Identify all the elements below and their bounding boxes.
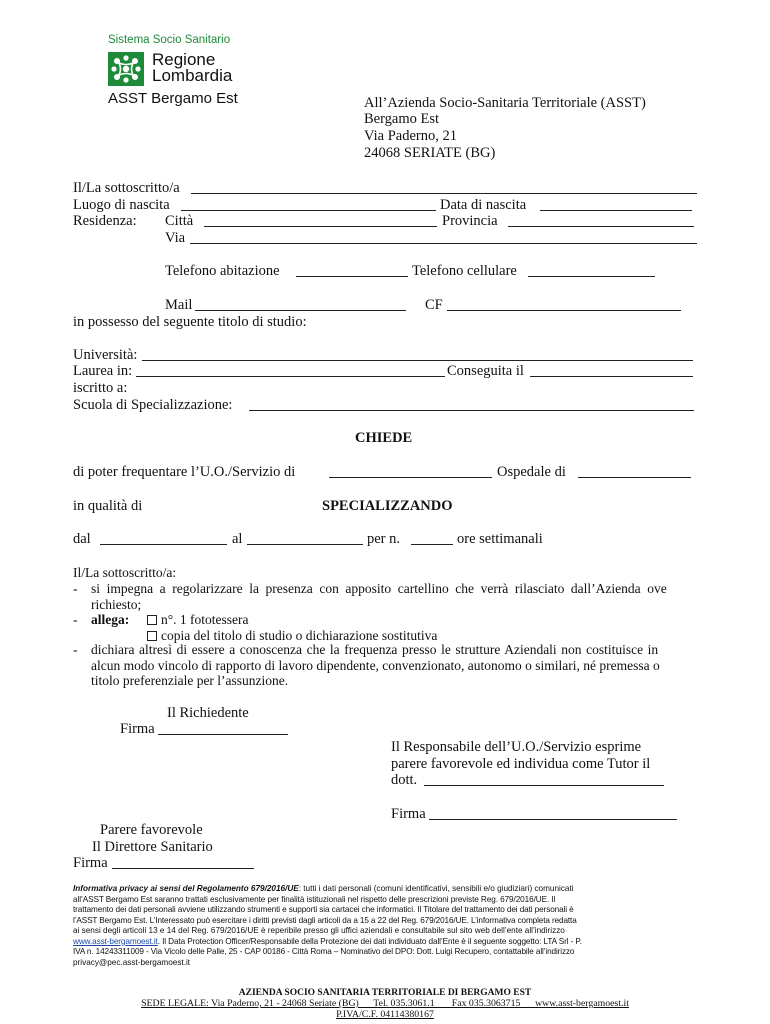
declaration-item-1b: richiesto;	[91, 597, 142, 612]
richiedente-firma-label: Firma	[120, 721, 155, 737]
responsabile-firma-field[interactable]	[429, 806, 677, 820]
privacy-heading: Informativa privacy ai sensi del Regolamento 679/2016/UE	[73, 884, 299, 893]
privacy-line-4: l’ASST Bergamo Est. L’Interessato può esercitare i diritti previsti dagli articoli da a 15 a 22 del Reg. 679/2016/UE. L’informativa completa redatta	[73, 915, 577, 925]
declaration-item-3c: titolo preferenziale per l’assunzione.	[91, 673, 289, 688]
fototessera-label: n°. 1 fototessera	[161, 612, 249, 627]
al-label: al	[232, 531, 243, 547]
luogo-nascita-field[interactable]	[181, 197, 436, 211]
specializzando-label: SPECIALIZZANDO	[322, 498, 453, 514]
residenza-label: Residenza:	[73, 213, 137, 229]
conseguita-label: Conseguita il	[447, 363, 524, 379]
copia-label: copia del titolo di studio o dichiarazione sostitutiva	[161, 628, 438, 643]
bullet-3: -	[73, 642, 78, 657]
tel-cellulare-label: Telefono cellulare	[412, 263, 517, 279]
scuola-label: Scuola di Specializzazione:	[73, 397, 233, 413]
website-link[interactable]: www.asst-bergamoest.it	[73, 936, 158, 946]
declaration-item-1a: si impegna a regolarizzare la presenza con apposito cartellino che verrà rilasciato dall’Azienda ove	[91, 581, 667, 596]
recipient-line-2: Bergamo Est	[364, 111, 440, 127]
qualita-label: in qualità di	[73, 498, 143, 514]
ore-label: ore settimanali	[457, 531, 543, 547]
fototessera-checkbox[interactable]	[147, 615, 157, 625]
direttore-firma-label: Firma	[73, 855, 108, 871]
tel-abitazione-label: Telefono abitazione	[165, 263, 280, 279]
footer-vat: P.IVA/C.F. 04114380167	[336, 1009, 434, 1020]
responsabile-line-1: Il Responsabile dell’U.O./Servizio esprime	[391, 739, 642, 755]
via-label: Via	[165, 230, 186, 246]
laurea-field[interactable]	[136, 363, 445, 377]
declaration-item-3b: alcun modo vincolo di rapporto di lavoro dipendente, convenzionato, autonomo o similari, né premessa o	[91, 658, 660, 673]
footer-address: SEDE LEGALE: Via Paderno, 21 - 24068 Seriate (BG) Tel. 035.3061.1 Fax 035.3063715 www.asst-bergamoest.it	[141, 998, 629, 1009]
scuola-field[interactable]	[249, 397, 694, 411]
system-label: Sistema Socio Sanitario	[108, 34, 231, 46]
dal-label: dal	[73, 531, 91, 547]
region-name-2: Lombardia	[152, 66, 233, 85]
copia-checkbox[interactable]	[147, 631, 157, 641]
privacy-line-6	[73, 937, 582, 948]
universita-field[interactable]	[142, 347, 693, 361]
chiede-heading: CHIEDE	[355, 430, 413, 446]
ospedale-label: Ospedale di	[497, 464, 566, 480]
allega-label: allega:	[91, 612, 130, 627]
privacy-text-6: . Il Data Protection Officer/Responsabile della Protezione dei dati individuato dall’Ente è il seguente soggetto: LTA Srl - P.	[157, 936, 582, 946]
privacy-text-1: : tutti i dati personali (comuni identificativi, sensibili e/o giudiziari) comunicati	[298, 884, 574, 893]
cf-label: CF	[425, 297, 443, 313]
footer-company: AZIENDA SOCIO SANITARIA TERRITORIALE DI BERGAMO EST	[238, 988, 532, 998]
declaration-intro: Il/La sottoscritto/a:	[73, 565, 177, 580]
privacy-line-7: IVA n. 14243311009 - Via Vicolo delle Palle, 25 - CAP 00186 - Città Roma – Nominativo del DPO: Dott. Luigi Recupero, contattabile all’indirizzo	[73, 947, 575, 956]
provincia-label: Provincia	[442, 213, 498, 229]
servizio-field[interactable]	[329, 464, 492, 478]
rosa-camuna-icon	[108, 52, 144, 86]
asst-name: ASST Bergamo Est	[108, 90, 238, 107]
citta-field[interactable]	[204, 213, 437, 227]
richiedente-firma-field[interactable]	[158, 721, 288, 735]
tutor-label: dott.	[391, 772, 418, 788]
mail-field[interactable]	[195, 297, 406, 311]
responsabile-firma-label: Firma	[391, 806, 426, 822]
privacy-line-8: privacy@pec.asst-bergamoest.it	[73, 957, 191, 967]
frequentare-label: di poter frequentare l’U.O./Servizio di	[73, 464, 296, 480]
per-n-label: per n.	[367, 531, 401, 547]
citta-label: Città	[165, 213, 194, 229]
direttore-firma-field[interactable]	[112, 855, 254, 869]
privacy-line-3: trattamento dei dati personali avviene utilizzando strumenti e supporti sia cartacei che informatici. Il Titolare del trattamento dei dati personali è	[73, 905, 574, 914]
recipient-line-3: Via Paderno, 21	[364, 128, 457, 144]
cf-field[interactable]	[447, 297, 681, 311]
parere-label: Parere favorevole	[100, 822, 203, 838]
bullet-1: -	[73, 581, 78, 596]
laurea-label: Laurea in:	[73, 363, 133, 379]
sottoscritto-field[interactable]	[191, 180, 697, 194]
privacy-line-1	[73, 884, 574, 895]
titolo-studio-label: in possesso del seguente titolo di studio:	[73, 314, 307, 330]
recipient-line-1: All’Azienda Socio-Sanitaria Territoriale (ASST)	[364, 95, 646, 111]
provincia-field[interactable]	[508, 213, 694, 227]
data-nascita-field[interactable]	[540, 197, 692, 211]
al-field[interactable]	[247, 531, 363, 545]
privacy-line-5: ai sensi degli articoli 13 e 14 del Reg. 679/2016/UE è reperibile presso gli uffici aziendali e consultabile sul sito web dell’ente all’indirizzo	[73, 926, 565, 935]
declaration-item-3a: dichiara altresì di essere a conoscenza che la frequenza presso le strutture Aziendali non costituisce in	[91, 642, 659, 657]
responsabile-line-2: parere favorevole ed individua come Tutor il	[391, 756, 651, 772]
direttore-label: Il Direttore Sanitario	[92, 839, 213, 855]
dal-field[interactable]	[100, 531, 227, 545]
region-name-1: Regione	[152, 50, 216, 69]
recipient-line-4: 24068 SERIATE (BG)	[364, 145, 496, 161]
mail-label: Mail	[165, 297, 193, 313]
richiedente-label: Il Richiedente	[167, 705, 249, 721]
universita-label: Università:	[73, 347, 138, 363]
region-logo	[108, 52, 144, 86]
tutor-field[interactable]	[424, 772, 664, 786]
iscritto-label: iscritto a:	[73, 380, 128, 396]
privacy-line-2: all’ASST Bergamo Est saranno trattati esclusivamente per finalità istituzionali nel rispetto delle prescrizioni previste Reg. 679/2016/UE. Il	[73, 894, 556, 904]
data-nascita-label: Data di nascita	[440, 197, 527, 213]
bullet-2: -	[73, 612, 78, 627]
luogo-nascita-label: Luogo di nascita	[73, 197, 170, 213]
ore-field[interactable]	[411, 531, 453, 545]
via-field[interactable]	[190, 230, 697, 244]
conseguita-field[interactable]	[530, 363, 693, 377]
sottoscritto-label: Il/La sottoscritto/a	[73, 180, 180, 196]
tel-abitazione-field[interactable]	[296, 263, 408, 277]
fototessera-option[interactable]	[147, 611, 249, 628]
tel-cellulare-field[interactable]	[528, 263, 655, 277]
ospedale-field[interactable]	[578, 464, 691, 478]
